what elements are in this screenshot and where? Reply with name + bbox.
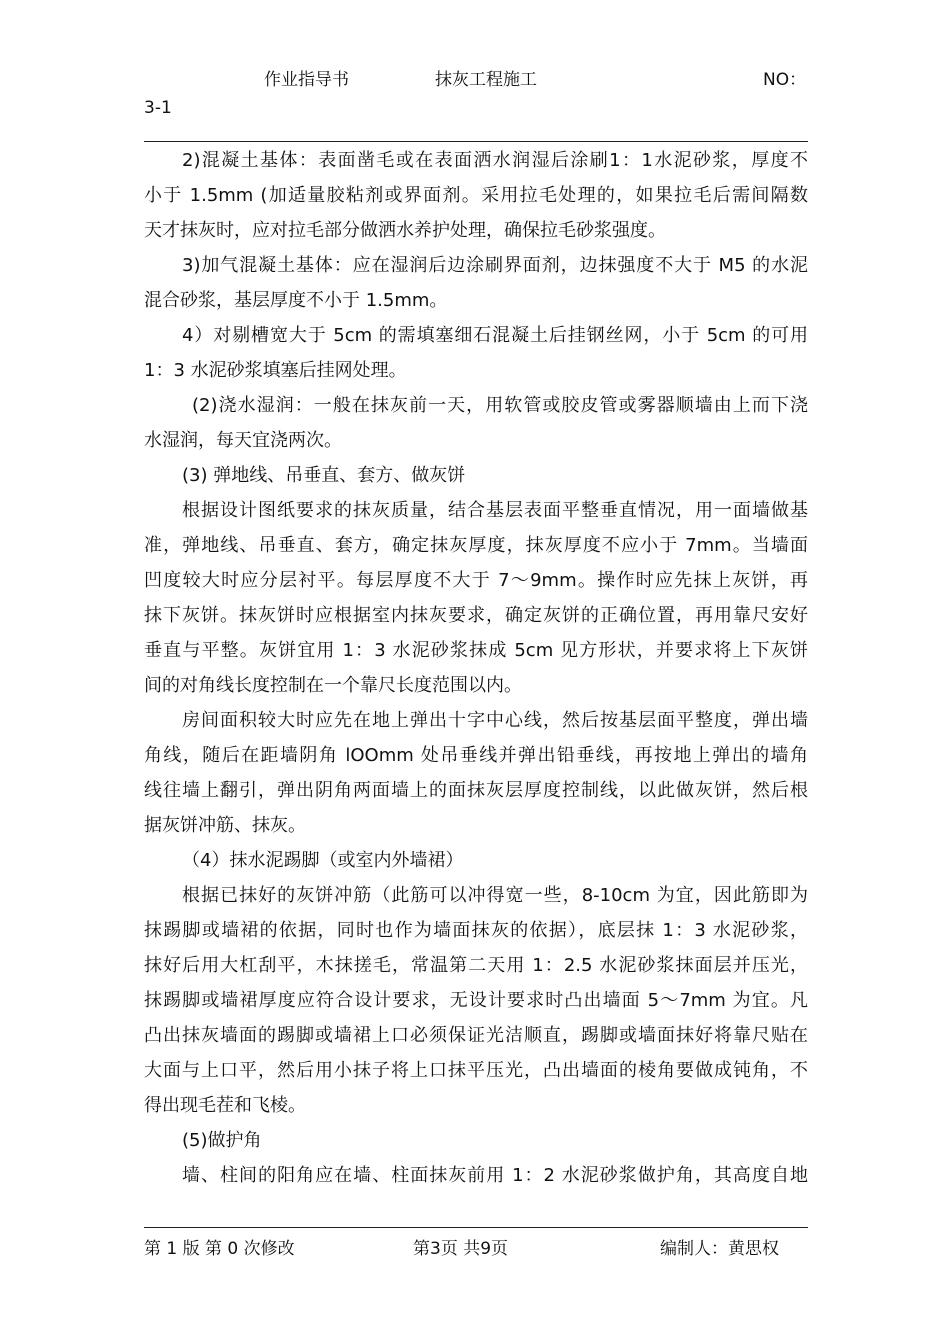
- text-line: 3)加气混凝土基体：应在湿润后边涂刷界面剂，边抹强度不大于 M5 的水泥: [182, 255, 808, 276]
- text-line: 混合砂浆，基层厚度不小于 1.5mm。: [144, 290, 448, 311]
- text-line: 4）对剔槽宽大于 5cm 的需填塞细石混凝土后挂钢丝网，小于 5cm 的可用: [182, 325, 808, 346]
- text-line: 抹好后用大杠刮平，木抹搓毛，常温第二天用 1：2.5 水泥砂浆抹面层并压光，: [144, 955, 808, 976]
- text-line: 根据设计图纸要求的抹灰质量，结合基层表面平整垂直情况，用一面墙做基: [182, 500, 808, 521]
- text-line: 抹踢脚或墙裙厚度应符合设计要求，无设计要求时凸出墙面 5～7mm 为宜。凡: [144, 990, 808, 1011]
- text-line: 垂直与平整。灰饼宜用 1：3 水泥砂浆抹成 5cm 见方形状，并要求将上下灰饼: [144, 640, 808, 661]
- header-title: 抹灰工程施工: [435, 70, 537, 90]
- text-line: 准，弹地线、吊垂直、套方，确定抹灰厚度，抹灰厚度不应小于 7mm。当墙面: [144, 535, 808, 556]
- text-line: 墙、柱间的阳角应在墙、柱面抹灰前用 1：2 水泥砂浆做护角，其高度自地: [182, 1165, 808, 1186]
- text-line: （4）抹水泥踢脚（或室内外墙裙）: [182, 850, 464, 871]
- header-doc-type: 作业指导书: [264, 70, 349, 90]
- text-line: (5)做护角: [182, 1130, 262, 1151]
- text-line: 凸出抹灰墙面的踢脚或墙裙上口必须保证光洁顺直，踢脚或墙面抹好将靠尺贴在: [144, 1025, 808, 1046]
- text-line: 水湿润，每天宜浇两次。: [144, 430, 342, 451]
- header-no-label: NO：: [763, 70, 807, 90]
- header-rule: [144, 141, 808, 142]
- footer-rule: [144, 1227, 808, 1228]
- text-line: 天才抹灰时，应对拉毛部分做洒水养护处理，确保拉毛砂浆强度。: [144, 220, 666, 241]
- header-no-value: 3-1: [144, 98, 172, 118]
- text-line: 凹度较大时应分层衬平。每层厚度不大于 7～9mm。操作时应先抹上灰饼，再: [144, 570, 808, 591]
- text-line: 抹踢脚或墙裙的依据，同时也作为墙面抹灰的依据），底层抹 1：3 水泥砂浆，: [144, 920, 808, 941]
- text-line: 大面与上口平，然后用小抹子将上口抹平压光，凸出墙面的棱角要做成钝角，不: [144, 1060, 808, 1081]
- document-body: [144, 146, 808, 1196]
- text-line: 抹下灰饼。抹灰饼时应根据室内抹灰要求，确定灰饼的正确位置，再用靠尺安好: [144, 605, 808, 626]
- text-line: 根据已抹好的灰饼冲筋（此筋可以冲得宽一些，8-10cm 为宜，因此筋即为: [182, 885, 808, 906]
- text-line: 角线，随后在距墙阴角 lOOmm 处吊垂线并弹出铅垂线，再按地上弹出的墙角: [144, 745, 808, 766]
- text-line: 2)混凝土基体：表面凿毛或在表面洒水润湿后涂刷1：1水泥砂浆，厚度不: [182, 150, 808, 171]
- footer-page-number: 第3页 共9页: [413, 1239, 509, 1259]
- text-line: 间的对角线长度控制在一个靠尺长度范围以内。: [144, 675, 522, 696]
- text-line: (2)浇水湿润：一般在抹灰前一天，用软管或胶皮管或雾器顺墙由上而下浇: [192, 395, 808, 416]
- text-line: 小于 1.5mm (加适量胶粘剂或界面剂。采用拉毛处理的，如果拉毛后需间隔数: [144, 185, 808, 206]
- text-line: 得出现毛茬和飞棱。: [144, 1095, 306, 1116]
- text-line: (3) 弹地线、吊垂直、套方、做灰饼: [182, 465, 466, 486]
- text-line: 1：3 水泥砂浆填塞后挂网处理。: [144, 360, 407, 381]
- text-line: 据灰饼冲筋、抹灰。: [144, 815, 306, 836]
- footer-version: 第 1 版 第 0 次修改: [144, 1239, 295, 1259]
- text-line: 线往墙上翻引，弹出阴角两面墙上的面抹灰层厚度控制线，以此做灰饼，然后根: [144, 780, 808, 801]
- text-line: 房间面积较大时应先在地上弹出十字中心线，然后按基层面平整度，弹出墙: [182, 710, 808, 731]
- footer-editor: 编制人：黄思权: [660, 1239, 779, 1259]
